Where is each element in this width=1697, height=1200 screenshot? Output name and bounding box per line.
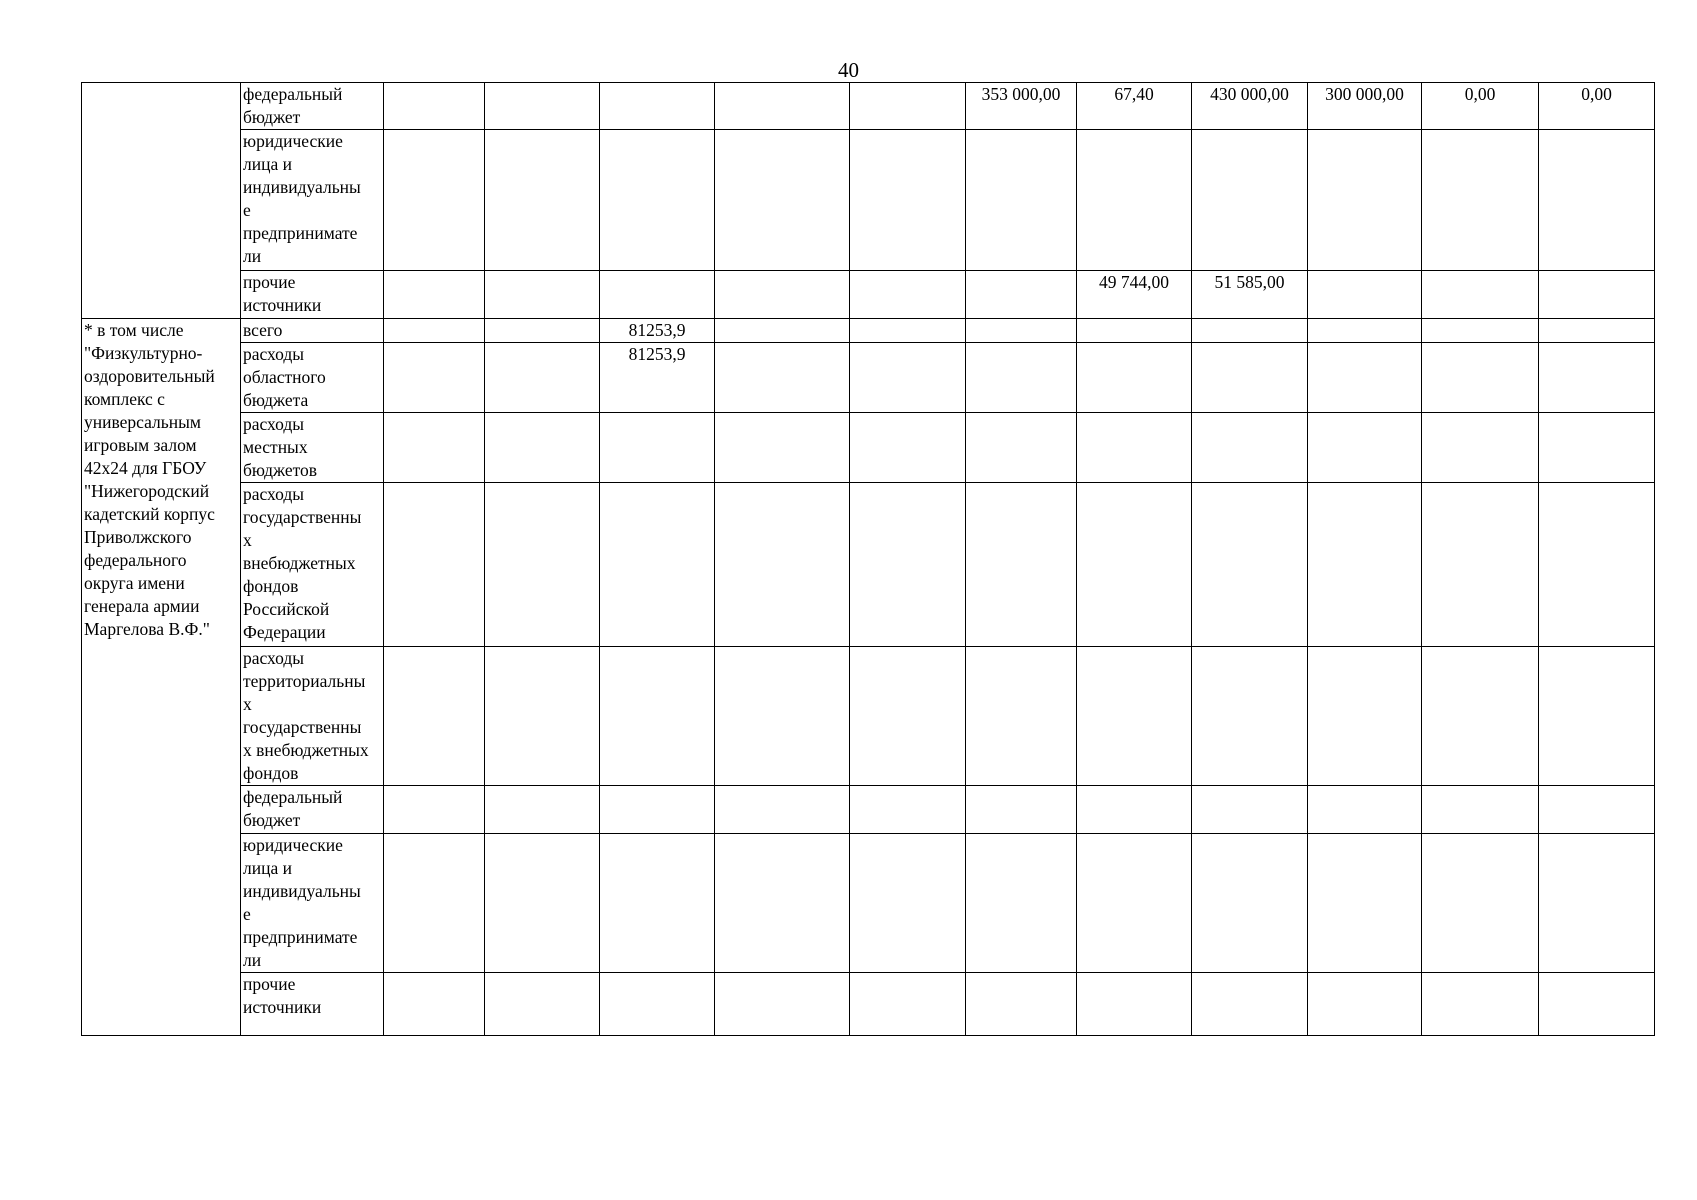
value-cell: 0,00 <box>1422 83 1539 130</box>
value-cell <box>850 319 966 343</box>
value-cell <box>966 647 1077 786</box>
value-cell <box>384 413 485 483</box>
page-number: 40 <box>838 58 859 82</box>
value-cell <box>485 786 600 834</box>
value-cell <box>715 647 850 786</box>
table-row <box>82 319 1655 343</box>
value-cell <box>850 483 966 647</box>
value-cell <box>966 786 1077 834</box>
value-cell <box>1192 647 1308 786</box>
value-cell <box>850 647 966 786</box>
object-name-cell-continued <box>82 83 241 319</box>
value-cell <box>485 319 600 343</box>
value-cell <box>1077 130 1192 271</box>
value-cell <box>850 973 966 1036</box>
value-cell <box>485 343 600 413</box>
value-cell <box>850 271 966 319</box>
value-cell <box>850 413 966 483</box>
value-cell <box>715 973 850 1036</box>
value-cell: 430 000,00 <box>1192 83 1308 130</box>
value-cell <box>1192 413 1308 483</box>
value-cell <box>966 413 1077 483</box>
funding-source-label: всего <box>241 319 384 343</box>
value-cell <box>485 834 600 973</box>
value-cell <box>485 413 600 483</box>
funding-source-label: расходы местных бюджетов <box>241 413 384 483</box>
value-cell <box>1422 343 1539 413</box>
value-cell <box>1077 786 1192 834</box>
value-cell <box>1077 319 1192 343</box>
table-row <box>82 83 1655 130</box>
table-row <box>82 973 1655 1036</box>
value-cell <box>384 343 485 413</box>
value-cell: 51 585,00 <box>1192 271 1308 319</box>
value-cell <box>485 130 600 271</box>
value-cell <box>1308 786 1422 834</box>
value-cell <box>1192 973 1308 1036</box>
value-cell <box>1308 271 1422 319</box>
funding-source-label: расходы территориальны х государственны х внебюджетных фондов <box>241 647 384 786</box>
value-cell <box>1192 130 1308 271</box>
value-cell <box>1539 343 1655 413</box>
value-cell: 49 744,00 <box>1077 271 1192 319</box>
value-cell <box>1539 271 1655 319</box>
funding-source-label: федеральный бюджет <box>241 83 384 130</box>
value-cell <box>1422 834 1539 973</box>
value-cell <box>850 786 966 834</box>
funding-source-label: федеральный бюджет <box>241 786 384 834</box>
value-cell <box>1539 647 1655 786</box>
value-cell <box>384 130 485 271</box>
value-cell <box>1539 786 1655 834</box>
funding-source-label: расходы государственны х внебюджетных фондов Российской Федерации <box>241 483 384 647</box>
value-cell <box>850 83 966 130</box>
value-cell <box>966 973 1077 1036</box>
table-row <box>82 413 1655 483</box>
value-cell <box>485 83 600 130</box>
value-cell <box>715 130 850 271</box>
value-cell <box>1422 483 1539 647</box>
funding-source-label: прочие источники <box>241 973 384 1036</box>
value-cell <box>715 83 850 130</box>
value-cell <box>1539 413 1655 483</box>
funding-source-label: юридические лица и индивидуальны е предпринимате ли <box>241 834 384 973</box>
table-row <box>82 647 1655 786</box>
value-cell <box>1192 343 1308 413</box>
value-cell <box>1422 319 1539 343</box>
value-cell <box>384 271 485 319</box>
value-cell <box>850 343 966 413</box>
table-row <box>82 130 1655 271</box>
value-cell <box>1077 834 1192 973</box>
table-body <box>82 83 1655 1036</box>
value-cell <box>384 647 485 786</box>
funding-source-label: расходы областного бюджета <box>241 343 384 413</box>
value-cell <box>1539 130 1655 271</box>
value-cell <box>715 413 850 483</box>
value-cell <box>966 834 1077 973</box>
value-cell <box>485 973 600 1036</box>
value-cell <box>600 834 715 973</box>
value-cell <box>600 271 715 319</box>
value-cell <box>966 343 1077 413</box>
value-cell <box>715 786 850 834</box>
value-cell <box>1192 786 1308 834</box>
value-cell <box>384 319 485 343</box>
value-cell <box>1308 130 1422 271</box>
value-cell <box>384 83 485 130</box>
value-cell <box>485 647 600 786</box>
value-cell <box>850 834 966 973</box>
value-cell <box>966 271 1077 319</box>
value-cell: 81253,9 <box>600 319 715 343</box>
value-cell <box>1539 483 1655 647</box>
value-cell <box>715 271 850 319</box>
value-cell <box>1308 973 1422 1036</box>
value-cell <box>715 483 850 647</box>
value-cell <box>1308 319 1422 343</box>
value-cell <box>966 319 1077 343</box>
value-cell <box>384 786 485 834</box>
value-cell <box>850 130 966 271</box>
value-cell <box>1422 973 1539 1036</box>
funding-source-label: юридические лица и индивидуальны е предпринимате ли <box>241 130 384 271</box>
value-cell: 300 000,00 <box>1308 83 1422 130</box>
table-row <box>82 834 1655 973</box>
value-cell <box>1308 413 1422 483</box>
value-cell <box>1539 834 1655 973</box>
value-cell <box>384 483 485 647</box>
value-cell <box>600 786 715 834</box>
value-cell <box>1422 271 1539 319</box>
value-cell <box>1539 973 1655 1036</box>
table-row <box>82 343 1655 413</box>
value-cell <box>715 834 850 973</box>
table-row <box>82 271 1655 319</box>
value-cell <box>966 130 1077 271</box>
value-cell <box>1422 647 1539 786</box>
value-cell <box>1308 343 1422 413</box>
object-name-cell: * в том числе "Физкультурно- оздоровительный комплекс с универсальным игровым залом 42х24 для ГБОУ "Нижегородский кадетский корпус Приволжского федерального округа имени генерала армии Маргелова В.Ф." <box>82 319 241 1036</box>
value-cell <box>966 483 1077 647</box>
table-row <box>82 786 1655 834</box>
value-cell <box>384 834 485 973</box>
value-cell <box>600 130 715 271</box>
budget-table <box>81 82 1655 1036</box>
funding-source-label: прочие источники <box>241 271 384 319</box>
value-cell <box>1077 413 1192 483</box>
table-row <box>82 483 1655 647</box>
value-cell <box>1308 647 1422 786</box>
value-cell <box>600 413 715 483</box>
value-cell <box>1422 413 1539 483</box>
value-cell <box>1192 483 1308 647</box>
value-cell <box>1422 130 1539 271</box>
value-cell <box>715 343 850 413</box>
value-cell <box>1539 319 1655 343</box>
value-cell <box>1077 647 1192 786</box>
value-cell <box>600 483 715 647</box>
value-cell <box>1308 834 1422 973</box>
value-cell <box>1192 319 1308 343</box>
value-cell <box>1308 483 1422 647</box>
value-cell <box>1077 973 1192 1036</box>
value-cell: 81253,9 <box>600 343 715 413</box>
value-cell: 353 000,00 <box>966 83 1077 130</box>
value-cell <box>485 271 600 319</box>
value-cell <box>715 319 850 343</box>
value-cell <box>600 647 715 786</box>
value-cell <box>1077 343 1192 413</box>
value-cell <box>485 483 600 647</box>
value-cell <box>384 973 485 1036</box>
value-cell: 67,40 <box>1077 83 1192 130</box>
value-cell <box>600 83 715 130</box>
value-cell <box>600 973 715 1036</box>
value-cell <box>1077 483 1192 647</box>
value-cell <box>1422 786 1539 834</box>
value-cell <box>1192 834 1308 973</box>
value-cell: 0,00 <box>1539 83 1655 130</box>
